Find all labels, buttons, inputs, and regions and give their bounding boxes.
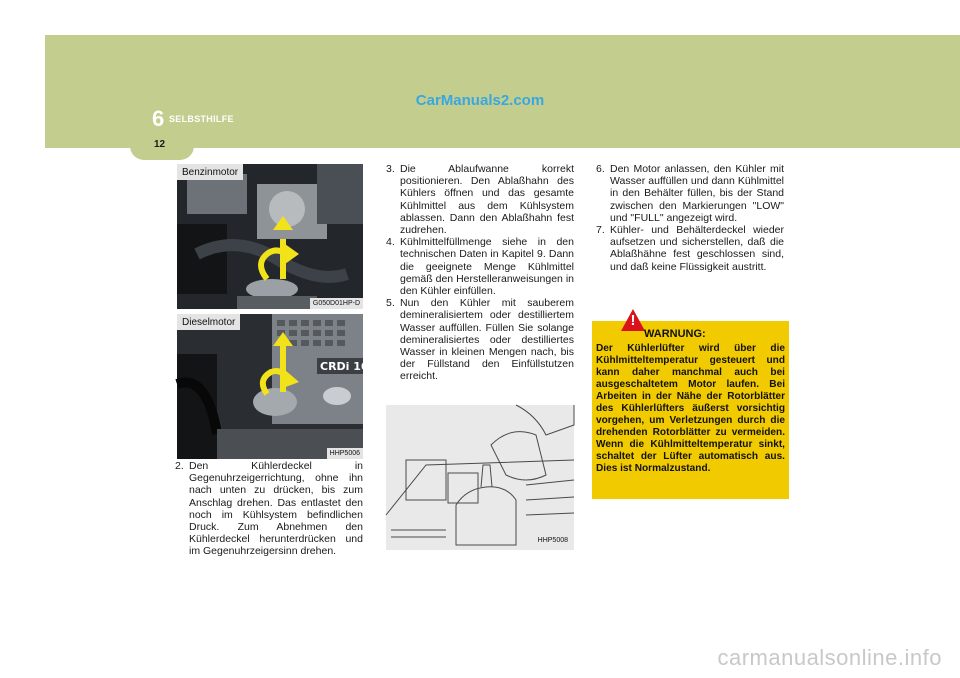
- column-1: [175, 460, 363, 558]
- column-3: [596, 163, 784, 273]
- column-2: [386, 163, 574, 383]
- step-item-5: [386, 297, 574, 382]
- step-number: 2.: [175, 460, 184, 472]
- step-item-6: [596, 163, 784, 224]
- petrol-figure-code: G050D01HP-D: [310, 298, 363, 309]
- footer-watermark-link[interactable]: carmanualsonline.info: [717, 645, 942, 670]
- petrol-engine-label: Benzinmotor: [177, 164, 243, 180]
- step-text: Kühler- und Behälterdeckel wieder aufsetzen und sicherstellen, daß die Ablaßhähne fest geschlossen sind, und daß keine Flüssigkeit austritt.: [610, 224, 784, 273]
- step-text: Kühlmittelfüllmenge siehe in den technischen Daten in Kapitel 9. Dann die geeignete Menge Kühlmittel gemäß den Herstelleranweisungen in den Kühler einfüllen.: [400, 236, 574, 298]
- step-text: Den Kühlerdeckel in Gegenuhrzeigerrichtung, ohne ihn nach unten zu drücken, bis zum Anschlag drehen. Das entlastet den noch im Kühlsystem befindlichen Druck. Zum Abnehmen den Kühlerdeckel herunterdrücken und im Gegenuhrzeigersinn drehen.: [189, 460, 363, 558]
- chapter-number: 6: [152, 106, 165, 131]
- petrol-engine-image: [177, 164, 363, 309]
- step-item-7: [596, 224, 784, 273]
- step-number: 7.: [596, 224, 605, 237]
- diesel-figure-code: HHP5006: [327, 448, 363, 459]
- warning-title: WARNUNG:: [644, 328, 706, 340]
- diesel-engine-label: Dieselmotor: [177, 314, 240, 330]
- warning-box: [592, 312, 789, 499]
- step-item-4: [386, 236, 574, 297]
- step-number: 6.: [596, 163, 605, 175]
- step-text: Die Ablaufwanne korrekt positionieren. Den Ablaßhahn des Kühlers öffnen und das gesamte Kühlmittel aus dem Kühlsystem ablassen. Dann den Ablaßhahn fest zudrehen.: [400, 163, 574, 237]
- watermark-link[interactable]: CarManuals2.com: [415, 92, 545, 109]
- step-item-2: [175, 460, 363, 558]
- coolant-fill-drawing: [386, 405, 574, 550]
- step-text: Nun den Kühler mit sauberem demineralisiertem oder destilliertem Wasser auffüllen. Füllen Sie solange demineralisiertes oder destilliertes Wasser in kleinen Mengen nach, bis der Füllstand den Einfüllstutzen erreicht.: [400, 297, 574, 383]
- step-number: 5.: [386, 297, 395, 310]
- diesel-engine-image: [177, 314, 369, 459]
- step-number: 4.: [386, 236, 395, 249]
- warning-body: Der Kühlerlüfter wird über die Kühlmitteltemperatur gesteuert und kann daher manchmal auch bei ausgeschaltetem Motor laufen. Bei Arbeiten in der Nähe der Rotorblätter des Kühlerlüfters äußerst vorsichtig vorgehen, um Verletzungen durch die drehenden Rotorblätter zu vermeiden. Wenn die Kühlmitteltemperatur sinkt, schaltet der Lüfter automatisch aus. Dies ist Normalzustand.: [596, 343, 785, 474]
- petrol-engine-photo: [177, 164, 363, 309]
- chapter-title: SELBSTHILFE: [169, 114, 234, 124]
- coolant-fill-illustration: [386, 405, 574, 550]
- engine-badge: CRDi 16: [320, 360, 369, 373]
- step-item-3: [386, 163, 574, 236]
- step-text: Den Motor anlassen, den Kühler mit Wasser auffüllen und dann Kühlmittel in den Behälter füllen, bis der Stand zwischen den Markierungen "LOW" und "FULL" angezeigt wird.: [610, 163, 784, 224]
- warning-exclamation-icon: !: [630, 312, 636, 329]
- illustration-code: HHP5008: [537, 537, 568, 544]
- step-number: 3.: [386, 163, 395, 175]
- diesel-engine-photo: [177, 314, 369, 459]
- page-number: 12: [154, 139, 166, 150]
